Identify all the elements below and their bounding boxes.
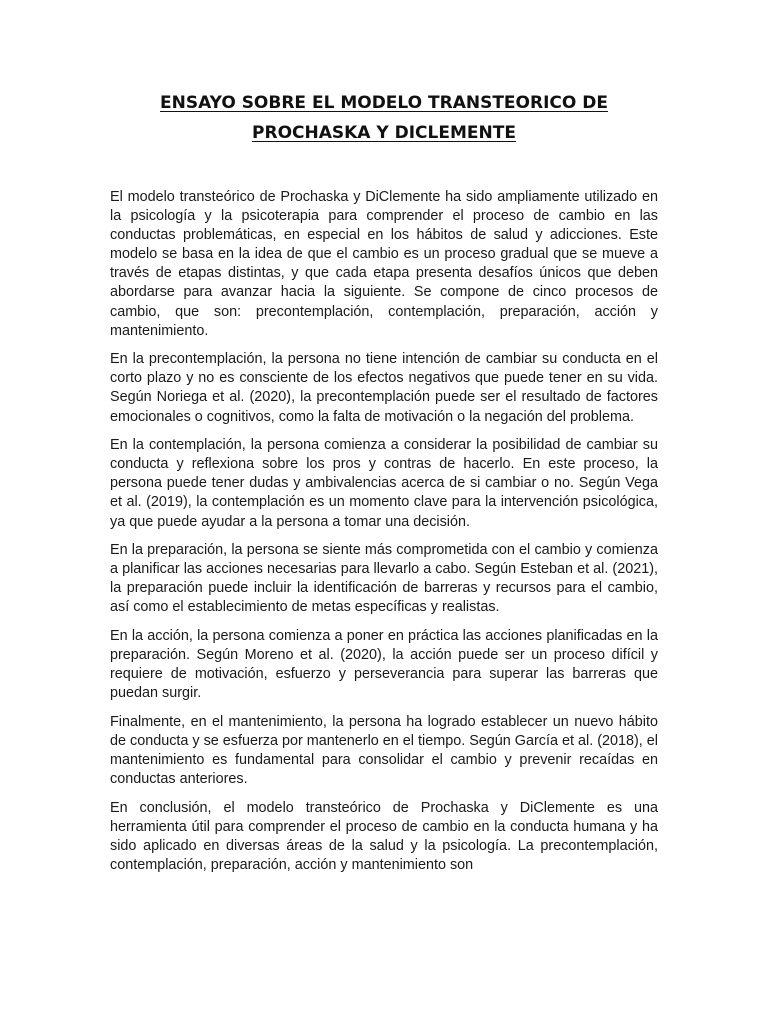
paragraph-action: En la acción, la persona comienza a poner en práctica las acciones planificadas en la preparación. Según Moreno et al. (2020), la acción puede ser un proceso difícil y requiere de motivación, esfuerzo y perseverancia para superar las barreras que puedan surgir.: [110, 627, 658, 702]
document-body: [110, 188, 658, 885]
document-title: [110, 88, 658, 148]
paragraph-precontemplation: En la precontemplación, la persona no tiene intención de cambiar su conducta en el corto plazo y no es consciente de los efectos negativos que puede tener en su vida. Según Noriega et al. (2020), la precontemplación puede ser el resultado de factores emocionales o cognitivos, como la falta de motivación o la negación del problema.: [110, 351, 658, 425]
paragraph-conclusion: En conclusión, el modelo transteórico de Prochaska y DiClemente es una herramienta útil para comprender el proceso de cambio en la conducta humana y ha sido aplicado en diversas áreas de la salud y la psicología. La precontemplación, contemplación, preparación, acción y mantenimiento son: [110, 799, 658, 873]
document-title-line-2: PROCHASKA Y DICLEMENTE: [252, 123, 516, 143]
document-title-line-1: ENSAYO SOBRE EL MODELO TRANSTEORICO DE: [160, 93, 608, 113]
paragraph-preparation: En la preparación, la persona se siente más comprometida con el cambio y comienza a planificar las acciones necesarias para llevarlo a cabo. Según Esteban et al. (2021), la preparación puede incluir la identificación de barreras y recursos para el cambio, así como el establecimiento de metas específicas y realistas.: [110, 542, 658, 616]
paragraph-intro: El modelo transteórico de Prochaska y DiClemente ha sido ampliamente utilizado en la psicología y la psicoterapia para comprender el proceso de cambio en las conductas problemáticas, en especial en los hábitos de salud y adicciones. Este modelo se basa en la idea de que el cambio es un proceso gradual que se mueve a través de etapas distintas, y que cada etapa presenta desafíos únicos que deben abordarse para avanzar hacia la siguiente. Se compone de cinco procesos de cambio, que son: precontemplación, contemplación, preparación, acción y mantenimiento.: [110, 189, 658, 339]
paragraph-contemplation: En la contemplación, la persona comienza a considerar la posibilidad de cambiar su conducta y reflexiona sobre los pros y contras de hacerlo. En este proceso, la persona puede tener dudas y ambivalencias acerca de si cambiar o no. Según Vega et al. (2019), la contemplación es un momento clave para la intervención psicológica, ya que puede ayudar a la persona a tomar una decisión.: [110, 437, 658, 530]
paragraph-maintenance: Finalmente, en el mantenimiento, la persona ha logrado establecer un nuevo hábito de conducta y se esfuerza por mantenerlo en el tiempo. Según García et al. (2018), el mantenimiento es fundamental para consolidar el cambio y prevenir recaídas en conductas anteriores.: [110, 713, 658, 788]
